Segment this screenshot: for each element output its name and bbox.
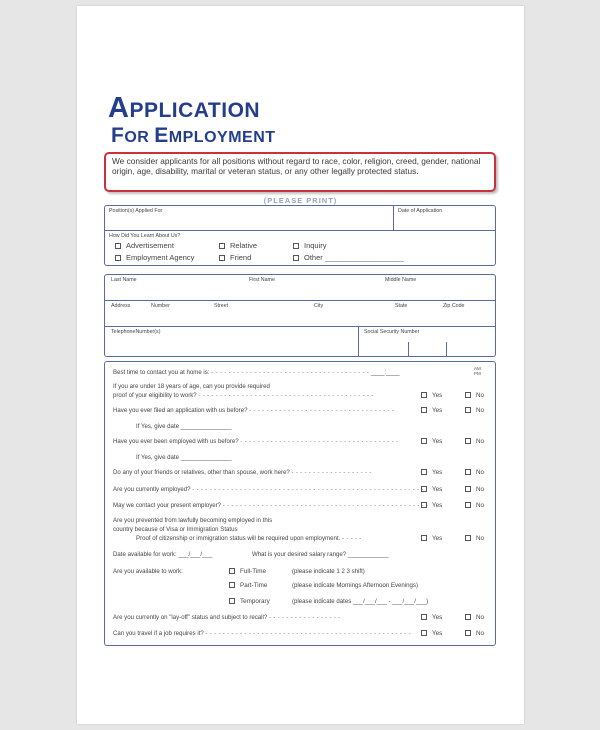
under-18-yes[interactable]: Yes [421,392,442,399]
visa-yes[interactable]: Yes [421,535,442,542]
temporary-note: (please indicate dates ___/___/___ - ___/___/___) [292,598,429,605]
other-fill-line: _______________________ [324,256,404,262]
contact-employer-no[interactable]: No [465,502,484,509]
filed-yes[interactable]: Yes [421,407,442,414]
employed-before-date: If Yes, give date _______________ [136,454,232,461]
middle-name-label: Middle Name [385,277,417,283]
full-time-note: (please indicate 1 2 3 shift) [292,568,365,575]
full-time-option[interactable]: Full-Time [229,568,266,575]
last-name-label: Last Name [111,277,137,283]
visa-question: Are you prevented from lawfully becoming employed in this [113,517,273,524]
layoff-no[interactable]: No [465,614,484,621]
contact-employer-question: May we contact your present employer? - - - - - - - - - - - - - - - - - - - - - - - - - - - - - - - - - - - - - - - - - - - - - - - - [113,502,429,509]
option-relative[interactable]: Relative [219,241,257,250]
currently-employed-question: Are you currently employed? - - - - - - - - - - - - - - - - - - - - - - - - - - - - - - - - - - - - - - - - - - - - - - - - - - - - - - [113,486,424,493]
employed-before-yes[interactable]: Yes [421,438,442,445]
city-label: City [314,303,324,309]
equal-opportunity-notice: We consider applicants for all positions without regard to race, color, religion, creed, gender, national origin, age, disability, marital or veteran status, or any other legally protected status. [104,152,496,192]
availability-label: Are you available to work: [113,568,183,575]
employed-before-question: Have you ever been employed with us before? - - - - - - - - - - - - - - - - - - - - - - - - - - - - - - - - - - - - - [113,438,399,445]
friends-no[interactable]: No [465,469,484,476]
first-name-label: First Name [249,277,275,283]
option-other[interactable]: Other _______________________ [293,253,404,262]
state-label: State [395,303,408,309]
zip-code-label: Zip Code [443,303,465,309]
part-time-note: (please indicate Mornings Afternoon Evenings) [292,582,419,589]
filed-no[interactable]: No [465,407,484,414]
friends-question: Do any of your friends or relatives, other than spouse, work here? - - - - - - - - - - - - - - - - - - - [113,469,372,476]
position-label: Position(s) Applied For [109,208,163,214]
employed-before-no[interactable]: No [465,438,484,445]
page-subtitle: FOR EMPLOYMENT [111,124,276,147]
date-available-field: Date available for work: ___/___/___ [113,551,213,558]
filed-application-question: Have you ever filed an application with us before? - - - - - - - - - - - - - - - - - - - - - - - - - - - - - - - - - - [113,407,395,414]
travel-yes[interactable]: Yes [421,630,442,637]
part-time-option[interactable]: Part-Time [229,582,267,589]
checkbox[interactable] [219,255,225,261]
temporary-option[interactable]: Temporary [229,598,270,605]
under-18-question: If you are under 18 years of age, can you provide required [113,383,270,390]
application-page: APPLICATION FOR EMPLOYMENT We consider applicants for all positions without regard to race, color, religion, creed, gender, national origin, age, disability, marital or veteran status, or any other legally protected status. (PLEASE PRINT) Position(s) Applied For Date of Application How Did You Learn About Us? Advertisement Relative Inquiry Employment Agency Friend Other _______________________ Last Name First Name Middle Name Address Number Street City State Zip Code TelephoneNumber(s) Social Security Number Best time to contact you at home is: - - - - - - - - - - - - - - - - - - - - - - - - - - - - - - - - - - - - - ____:____ AM PM If you are under 18 years of age, can you provide required proof of your eligibility to work? - - - - - - - - - - - - - - - - - - - - - - - - - - - - - - - - - - - - - - - - - Yes No Have you ever filed an application with us before? - - - - - - - - - - - - - - - - - - - - - - - - - - - - - - - - - - Yes No If Yes, give date _______________ Have you ever been employed with us before? - - - - - - - - - - - - - - - - - - - - - - - - - - - - - - - - - - - - - Yes No If Yes, give date _______________ Do any of your friends or relatives, other than spouse, work here? - - - - - - - - - - - - - - - - - - - Yes No Are you currently employed? - - - - - - - - - - - - - - - - - - - - - - - - - - - - - - - - - - - - - - - - - - - - - - - - - - - - - - Yes No May we contact your present employer? - - - - - - - - - - - - - - - - - - - - - - - - - - - - - - - - - - - - - - - - - - - - - - - - Yes No Are you prevented from lawfully becoming employed in this country because of Visa or Immigration Status Proof of citizenship or immigration status will be required upon employment. - - - - - Yes No Date available for work: ___/___/___ What is your desired salary range? ____________ Are you available to work: Full-Time (please indicate 1 2 3 shift) Part-Time (please indicate Mornings Afternoon Evenings) Temporary (please indicate dates ___/___/___ - ___/___/___) Are you currently on "lay-off" status and subject to recall? - - - - - - - - - - - - - - - - - Yes No Can you travel if a job requires it? - - - - - - - - - - - - - - - - - - - - - - - - - - - - - - - - - - - - - - - - - - - - - - - - Yes No [77,6,524,724]
date-of-application-label: Date of Application [398,208,443,214]
option-inquiry[interactable]: Inquiry [293,241,327,250]
friends-yes[interactable]: Yes [421,469,442,476]
checkbox[interactable] [219,243,225,249]
layoff-question: Are you currently on "lay-off" status and subject to recall? - - - - - - - - - - - - - - - - - [113,614,341,621]
personal-info-section [104,274,496,357]
visa-no[interactable]: No [465,535,484,542]
address-label: Address [111,303,131,309]
best-time-question: Best time to contact you at home is: - - - - - - - - - - - - - - - - - - - - - - - - - - - - - - - - - - - - - ____:____ [113,369,400,376]
number-label: Number [151,303,170,309]
salary-field: What is your desired salary range? ____________ [252,551,389,558]
am-pm-label: AM PM [474,366,481,376]
currently-employed-no[interactable]: No [465,486,484,493]
layoff-yes[interactable]: Yes [421,614,442,621]
ssn-label: Social Security Number [364,329,420,335]
contact-employer-yes[interactable]: Yes [421,502,442,509]
page-title: APPLICATION [108,92,261,124]
under-18-no[interactable]: No [465,392,484,399]
currently-employed-yes[interactable]: Yes [421,486,442,493]
telephone-label: TelephoneNumber(s) [111,329,161,335]
checkbox[interactable] [293,255,299,261]
please-print-label: (PLEASE PRINT) [263,196,338,205]
option-employment-agency[interactable]: Employment Agency [115,253,194,262]
learn-about-us-label: How Did You Learn About Us? [109,233,181,239]
travel-question: Can you travel if a job requires it? - - - - - - - - - - - - - - - - - - - - - - - - - - - - - - - - - - - - - - - - - - - - - - - - [113,630,411,637]
option-friend[interactable]: Friend [219,253,251,262]
travel-no[interactable]: No [465,630,484,637]
checkbox[interactable] [115,243,121,249]
street-label: Street [214,303,229,309]
checkbox[interactable] [293,243,299,249]
filed-date: If Yes, give date _______________ [136,423,232,430]
option-advertisement[interactable]: Advertisement [115,241,174,250]
checkbox[interactable] [115,255,121,261]
